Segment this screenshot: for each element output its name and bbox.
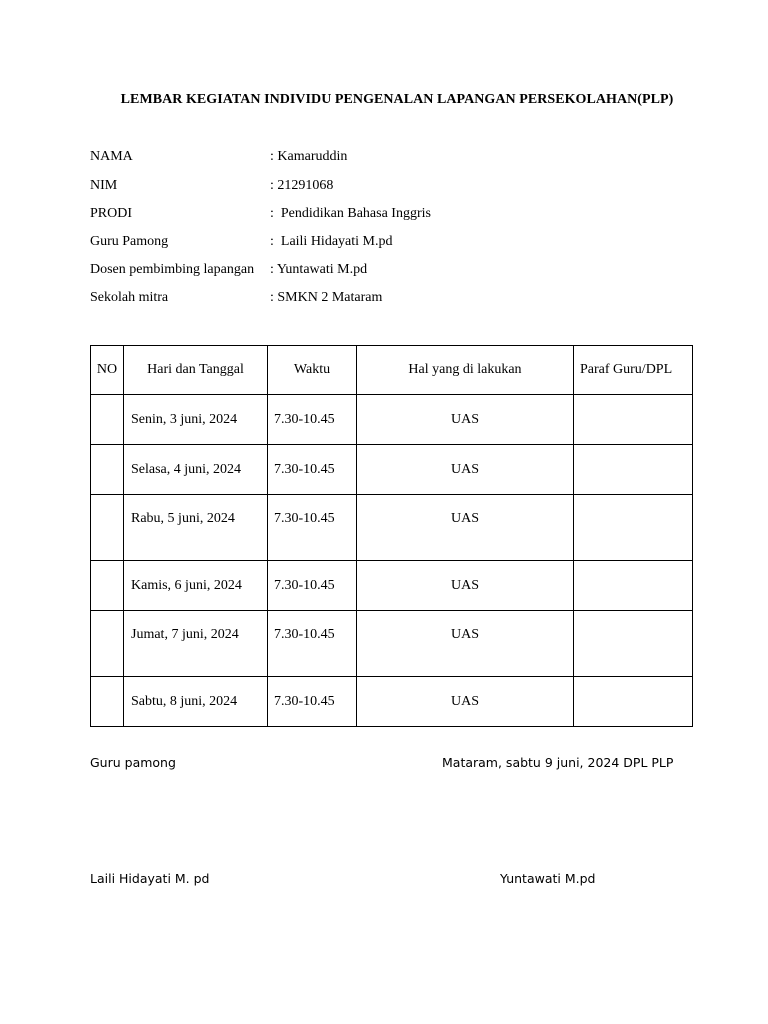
cell-date-text: Jumat, 7 juni, 2024 [131,627,239,642]
cell-sign [574,561,693,611]
table-row [91,677,693,727]
cell-activity: UAS [357,677,574,727]
table-row [91,395,693,445]
header-activity: Hal yang di lakukan [357,346,574,395]
header-sign: Paraf Guru/DPL [574,346,693,395]
cell-time: 7.30-10.45 [268,395,357,445]
signature-name-dpl: Yuntawati M.pd [500,871,596,886]
cell-date: Sabtu, 8 juni, 2024 [124,677,268,727]
cell-activity [357,611,574,677]
header-time: Waktu [268,346,357,395]
table-row [91,445,693,495]
cell-no [91,495,124,561]
cell-sign [574,677,693,727]
info-label: Sekolah mitra [90,290,169,305]
cell-sign [574,445,693,495]
cell-time [268,495,357,561]
signature-name-guru-pamong: Laili Hidayati M. pd [90,871,210,886]
cell-activity-text: UAS [450,627,479,642]
cell-activity [357,495,574,561]
info-value: : SMKN 2 Mataram [270,290,383,305]
signature-heading-guru-pamong: Guru pamong [90,755,176,770]
cell-no-text [91,611,123,627]
cell-no [91,611,124,677]
cell-activity-text: UAS [450,511,479,526]
cell-sign-text [574,611,692,627]
cell-date: Kamis, 6 juni, 2024 [124,561,268,611]
info-label: PRODI [90,206,133,221]
cell-date: Senin, 3 juni, 2024 [124,395,268,445]
cell-time-text: 7.30-10.45 [274,627,335,642]
header-no: NO [91,346,124,395]
cell-no [91,561,124,611]
document-title: LEMBAR KEGIATAN INDIVIDU PENGENALAN LAPANGAN PERSEKOLAHAN(PLP) [120,92,674,107]
info-row-guru-pamong [90,234,393,254]
cell-date [124,495,268,561]
cell-time [268,611,357,677]
info-row-dosen [90,262,368,282]
cell-activity: UAS [357,395,574,445]
table-header-row [91,346,693,395]
info-value: : Pendidikan Bahasa Inggris [270,206,431,221]
info-value: : 21291068 [270,178,334,193]
cell-date: Selasa, 4 juni, 2024 [124,445,268,495]
table-row [91,561,693,611]
cell-sign [574,395,693,445]
cell-no [91,445,124,495]
info-label: Dosen pembimbing lapangan [90,262,255,277]
info-label: NAMA [90,149,133,164]
cell-sign-text [574,495,692,511]
info-label: NIM [90,178,118,193]
info-row-prodi [90,206,431,226]
cell-time-text: 7.30-10.45 [274,511,335,526]
table-row [91,611,693,677]
activity-table [90,345,693,727]
header-date: Hari dan Tanggal [124,346,268,395]
info-row-nama [90,149,348,169]
info-value: : Laili Hidayati M.pd [270,234,393,249]
info-label: Guru Pamong [90,234,169,249]
cell-time: 7.30-10.45 [268,445,357,495]
cell-no [91,395,124,445]
info-value: : Yuntawati M.pd [270,262,368,277]
cell-time: 7.30-10.45 [268,677,357,727]
info-row-nim [90,178,334,198]
cell-activity: UAS [357,561,574,611]
info-row-sekolah [90,290,383,310]
cell-activity: UAS [357,445,574,495]
cell-time: 7.30-10.45 [268,561,357,611]
info-value: : Kamaruddin [270,149,348,164]
cell-sign [574,611,693,677]
cell-no [91,677,124,727]
cell-no-text [91,495,123,511]
cell-date [124,611,268,677]
signature-heading-dpl: Mataram, sabtu 9 juni, 2024 DPL PLP [442,755,674,770]
table-row [91,495,693,561]
cell-date-text: Rabu, 5 juni, 2024 [131,511,235,526]
cell-sign [574,495,693,561]
